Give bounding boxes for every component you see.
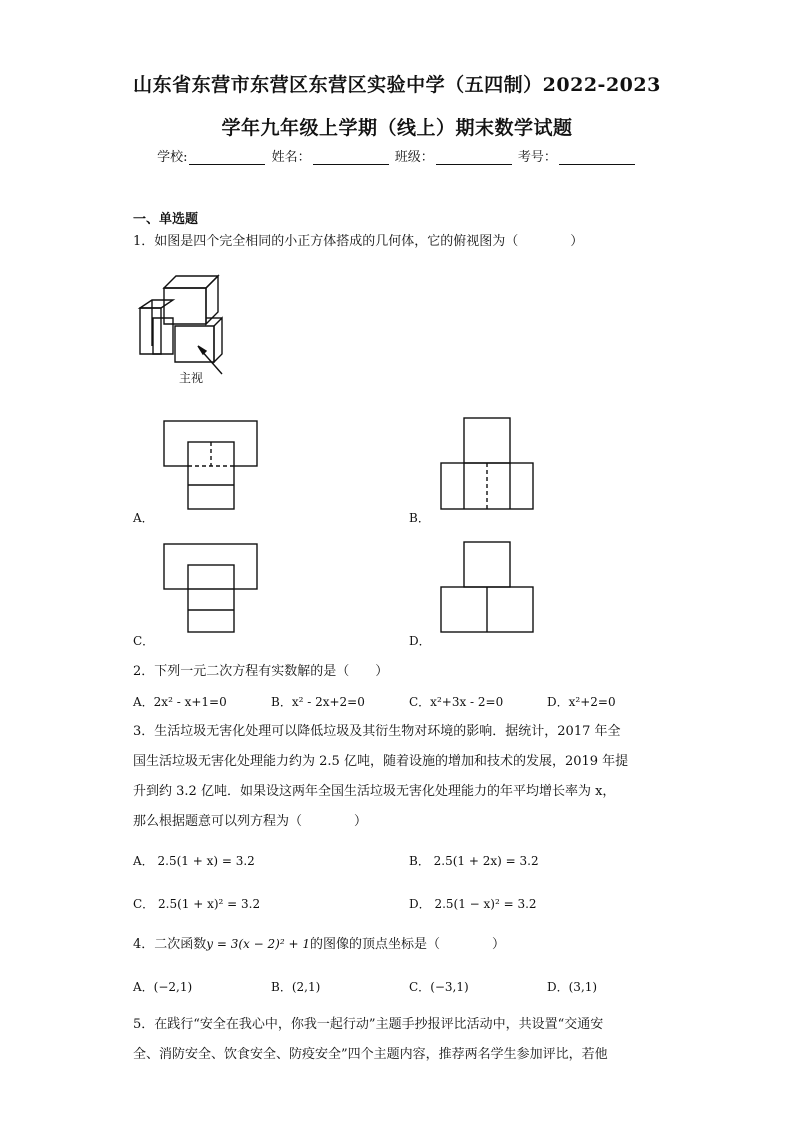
q3-option-b[interactable] (409, 851, 539, 871)
q4-option-a-value: (−2,1) (153, 980, 193, 994)
cube-top-front (164, 288, 206, 324)
q3-option-c-formula: 2.5(1 + x)² = 3.2 (158, 897, 261, 911)
q3-option-b-formula: 2.5(1 + 2x) = 3.2 (433, 854, 539, 868)
cube-front-side (214, 318, 222, 362)
cube-left-top (140, 300, 173, 308)
q4-option-b[interactable] (271, 977, 320, 997)
number-blank[interactable] (559, 150, 635, 165)
q4-stem (133, 934, 505, 955)
q3-option-c-label: C． (133, 897, 155, 911)
cube-mid-front (153, 318, 173, 354)
number-label: 考号： (517, 150, 557, 165)
q5-line-2: 全、消防安全、饮食安全、防疫安全”四个主题内容，推荐两名学生参加评比，若他 (133, 1047, 608, 1062)
school-blank[interactable] (189, 150, 265, 165)
q2-option-c[interactable]: C．x²+3x - 2=0 (409, 695, 504, 709)
view-arrow-line (200, 349, 222, 374)
q1-option-c[interactable]: C． (133, 634, 155, 648)
q1-option-a[interactable]: A． (133, 511, 154, 525)
title-line-2: 学年九年级上学期（线上）期末数学试题 (221, 117, 573, 139)
q4-option-b-value: (2,1) (291, 980, 321, 994)
q3-option-c[interactable] (133, 894, 260, 914)
cube-left-front (140, 308, 161, 354)
q3-option-d-label: D． (409, 897, 431, 911)
q3-line-4: 那么根据题意可以列方程为（ ） (133, 814, 368, 829)
q3-line-3: 升到约 3.2 亿吨．如果设这两年全国生活垃圾无害化处理能力的年平均增长率为 x， (133, 784, 616, 799)
student-info-line (0, 146, 794, 165)
q3-option-d-formula: 2.5(1 − x)² = 3.2 (434, 897, 537, 911)
class-label: 班级： (394, 150, 434, 165)
class-blank[interactable] (436, 150, 512, 165)
q1-stem: 1．如图是四个完全相同的小正方体搭成的几何体，它的俯视图为（ ） (133, 234, 584, 249)
cube-front-front (175, 326, 214, 362)
name-blank[interactable] (313, 150, 389, 165)
q2-stem: 2．下列一元二次方程有实数解的是（ ） (133, 664, 389, 679)
q2-option-a[interactable]: A．2x² - x+1=0 (133, 695, 227, 709)
q4-option-d[interactable] (547, 977, 597, 997)
q4-option-d-value: (3,1) (568, 980, 598, 994)
q4-stem-pre: 4．二次函数 (133, 937, 207, 952)
q2-option-d[interactable]: D．x²+2=0 (547, 695, 616, 709)
q3-line-2: 国生活垃圾无害化处理能力约为 2.5 亿吨，随着设施的增加和技术的发展，2019 年提 (133, 754, 629, 769)
q4-stem-formula: y = 3(x − 2)² + 1 (206, 937, 310, 951)
q3-line-1: 3．生活垃圾无害化处理可以降低垃圾及其衍生物对环境的影响．据统计，2017 年全 (133, 724, 621, 739)
cube-top-side (206, 276, 218, 324)
view-arrow-head (198, 346, 206, 354)
q1-option-b[interactable]: B． (409, 511, 430, 525)
q4-option-c-label: C． (409, 980, 431, 994)
cube-top-top (164, 276, 218, 288)
q4-option-c[interactable] (409, 977, 469, 997)
q4-stem-post: 的图像的顶点坐标是（ ） (309, 937, 505, 952)
q2-option-b[interactable]: B．x² - 2x+2=0 (271, 695, 365, 709)
section-heading: 一、单选题 (133, 212, 199, 227)
school-label: 学校: (157, 150, 188, 165)
view-label: 主视 (179, 371, 204, 385)
q4-option-a-label: A． (133, 980, 154, 994)
name-label: 姓名： (271, 150, 311, 165)
q4-option-d-label: D． (547, 980, 569, 994)
q3-option-a-formula: 2.5(1 + x) = 3.2 (157, 854, 255, 868)
q3-option-a[interactable] (133, 851, 255, 871)
q3-option-d[interactable] (409, 894, 537, 914)
title-line-1: 山东省东营市东营区东营区实验中学（五四制）2022-2023 (133, 74, 661, 96)
q4-option-a[interactable] (133, 977, 192, 997)
q4-option-c-value: (−3,1) (430, 980, 469, 994)
q5-line-1: 5．在践行“安全在我心中，你我一起行动”主题手抄报评比活动中，共设置“交通安 (133, 1017, 604, 1032)
q3-option-a-label: A． (133, 854, 154, 868)
q1-option-d[interactable]: D． (409, 634, 431, 648)
q3-option-b-label: B． (409, 854, 430, 868)
q4-option-b-label: B． (271, 980, 292, 994)
